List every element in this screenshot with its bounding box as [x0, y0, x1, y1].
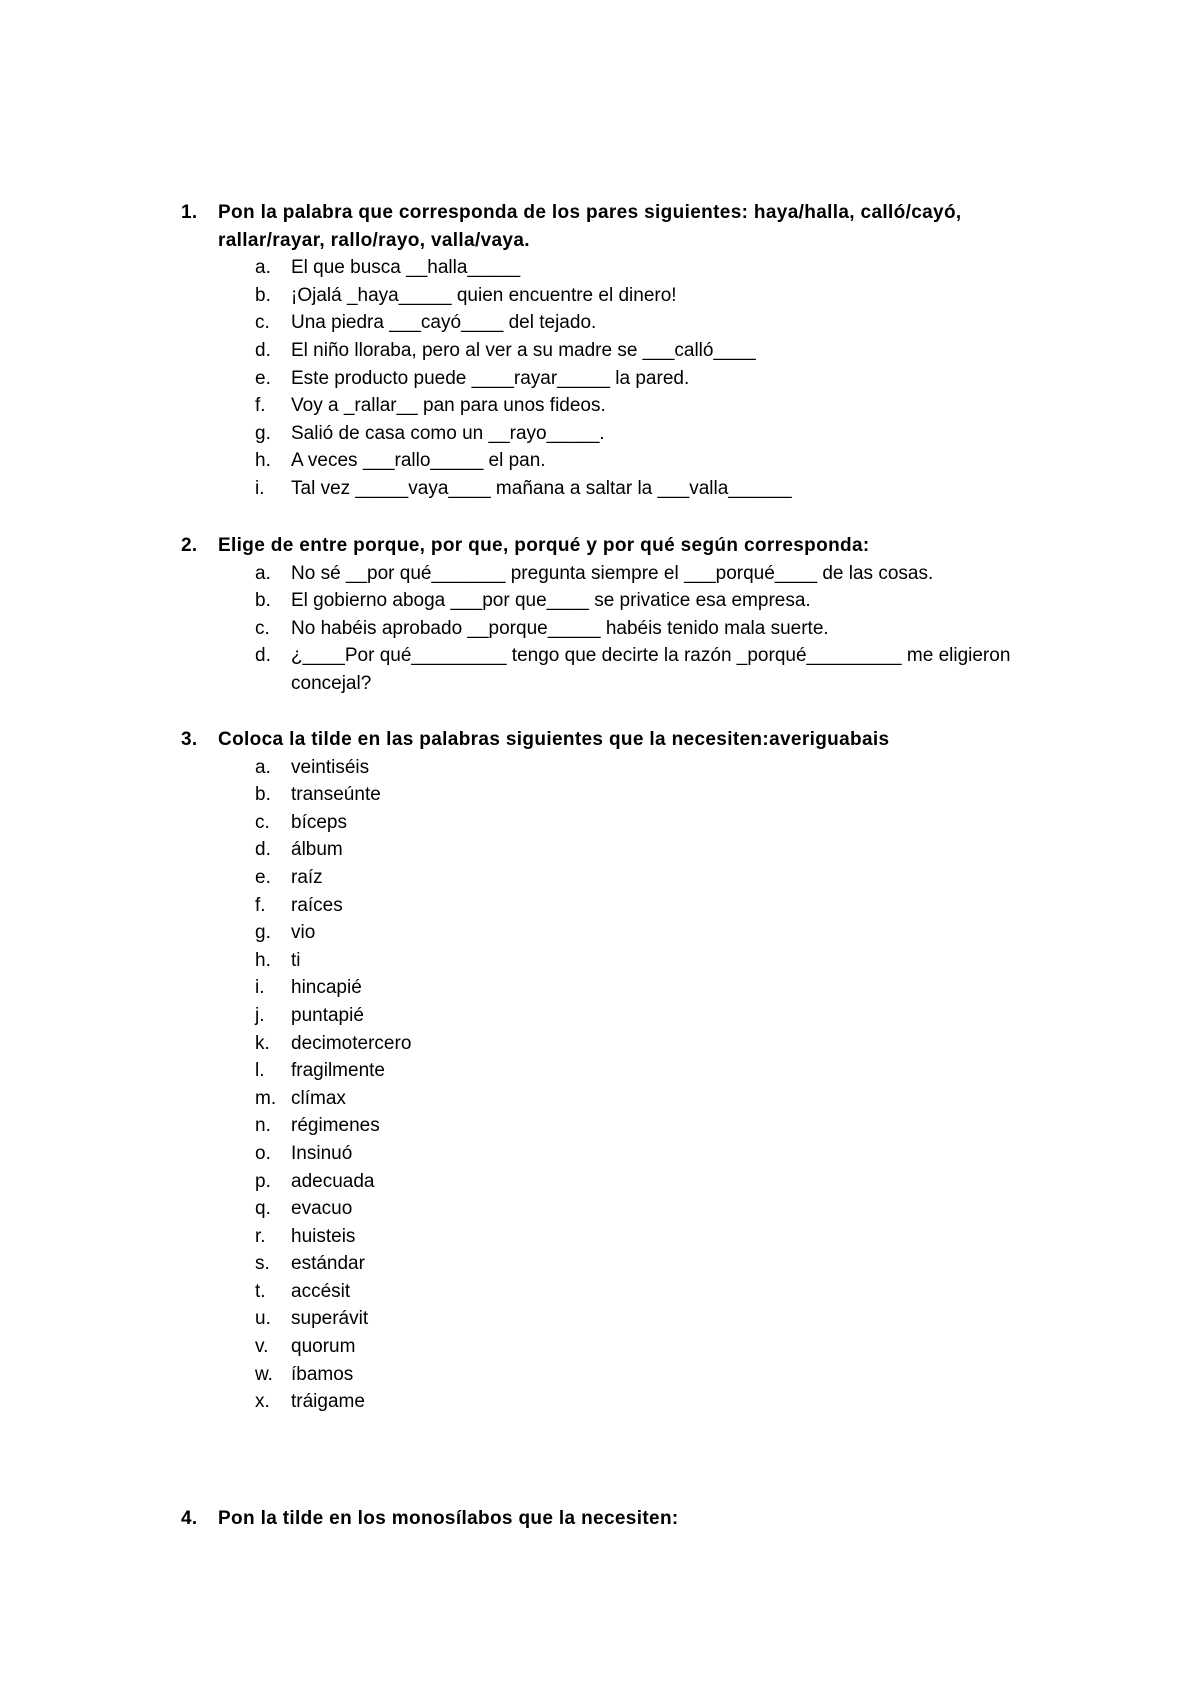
item-marker: c. [255, 617, 270, 639]
item-text: veintiséis [291, 756, 370, 778]
item-text: álbum [291, 839, 343, 861]
item-marker: i. [255, 477, 265, 499]
item-marker: b. [255, 590, 271, 612]
item-marker: d. [255, 645, 271, 667]
item-marker: o. [255, 1142, 271, 1164]
question-number: 4. [181, 1508, 198, 1529]
question-text: Elige de entre porque, por que, porqué y por qué según corresponda: [218, 535, 870, 556]
list-item [0, 392, 1200, 420]
answer-list [0, 754, 1200, 1416]
list-item [0, 337, 1200, 365]
item-text: evacuo [291, 1198, 353, 1220]
list-item [0, 1030, 1200, 1058]
list-item [0, 587, 1200, 615]
answer-list [0, 254, 1200, 502]
question-text: Coloca la tilde en las palabras siguientes que la necesiten:averiguabais [218, 729, 890, 750]
item-marker: i. [255, 977, 265, 999]
item-text: Salió de casa como un __rayo_____. [291, 422, 605, 444]
item-text: ¿____Por qué_________ tengo que decirte la razón _porqué_________ me eligieron concejal? [291, 645, 1011, 694]
item-marker: e. [255, 367, 271, 389]
list-item [0, 892, 1200, 920]
question-number: 1. [181, 202, 198, 223]
item-marker: f. [255, 395, 266, 417]
question-heading [0, 199, 1200, 254]
item-text: El que busca __halla_____ [291, 257, 521, 279]
list-item [0, 809, 1200, 837]
item-text: fragilmente [291, 1060, 385, 1082]
question-text: Pon la tilde en los monosílabos que la necesiten: [218, 1508, 679, 1529]
item-marker: j. [255, 1004, 265, 1026]
item-marker: f. [255, 894, 266, 916]
item-text: A veces ___rallo_____ el pan. [291, 450, 546, 472]
question-number: 2. [181, 535, 198, 556]
item-text: transeúnte [291, 784, 381, 806]
item-marker: p. [255, 1170, 271, 1192]
item-marker: d. [255, 839, 271, 861]
list-item [0, 1305, 1200, 1333]
list-item [0, 475, 1200, 503]
list-item [0, 1223, 1200, 1251]
item-marker: k. [255, 1032, 270, 1054]
item-marker: g. [255, 422, 271, 444]
item-marker: b. [255, 784, 271, 806]
item-text: bíceps [291, 811, 347, 833]
item-marker: a. [255, 562, 271, 584]
item-text: No habéis aprobado __porque_____ habéis tenido mala suerte. [291, 617, 829, 639]
question-heading [0, 532, 1200, 560]
list-item [0, 1112, 1200, 1140]
list-item [0, 1002, 1200, 1030]
list-item [0, 974, 1200, 1002]
question-text: Pon la palabra que corresponda de los pares siguientes: haya/halla, calló/cayó, rallar/rayar, rallo/rayo, valla/vaya. [218, 202, 962, 251]
list-item [0, 365, 1200, 393]
question-4 [0, 1505, 1200, 1533]
item-text: ti [291, 949, 301, 971]
item-marker: a. [255, 257, 271, 279]
list-item [0, 254, 1200, 282]
item-text: adecuada [291, 1170, 375, 1192]
item-text: El niño lloraba, pero al ver a su madre se ___calló____ [291, 339, 756, 361]
list-item [0, 1057, 1200, 1085]
item-marker: h. [255, 949, 271, 971]
item-marker: c. [255, 811, 270, 833]
item-marker: q. [255, 1198, 271, 1220]
item-text: raíz [291, 866, 323, 888]
item-text: Voy a _rallar__ pan para unos fideos. [291, 395, 606, 417]
question-3 [0, 726, 1200, 1416]
item-text: Este producto puede ____rayar_____ la pared. [291, 367, 690, 389]
item-marker: b. [255, 284, 271, 306]
list-item [0, 642, 1200, 697]
item-text: huisteis [291, 1225, 356, 1247]
item-text: hincapié [291, 977, 362, 999]
list-item [0, 1250, 1200, 1278]
item-marker: h. [255, 450, 271, 472]
list-item [0, 919, 1200, 947]
list-item [0, 309, 1200, 337]
item-text: íbamos [291, 1363, 354, 1385]
item-marker: t. [255, 1280, 266, 1302]
item-marker: v. [255, 1336, 269, 1358]
list-item [0, 947, 1200, 975]
list-item [0, 1168, 1200, 1196]
question-1 [0, 199, 1200, 503]
item-marker: m. [255, 1087, 277, 1109]
item-marker: s. [255, 1253, 270, 1275]
list-item [0, 836, 1200, 864]
list-item [0, 754, 1200, 782]
item-marker: r. [255, 1225, 266, 1247]
item-marker: e. [255, 866, 271, 888]
item-marker: x. [255, 1391, 270, 1413]
question-heading [0, 1505, 1200, 1533]
item-marker: d. [255, 339, 271, 361]
item-text: ¡Ojalá _haya_____ quien encuentre el dinero! [291, 284, 677, 306]
list-item [0, 864, 1200, 892]
list-item [0, 420, 1200, 448]
item-text: Una piedra ___cayó____ del tejado. [291, 312, 597, 334]
item-marker: w. [255, 1363, 273, 1385]
item-text: accésit [291, 1280, 351, 1302]
item-marker: u. [255, 1308, 271, 1330]
list-item [0, 1195, 1200, 1223]
item-text: vio [291, 922, 316, 944]
item-text: Tal vez _____vaya____ mañana a saltar la ___valla______ [291, 477, 792, 499]
item-text: clímax [291, 1087, 346, 1109]
list-item [0, 447, 1200, 475]
list-item [0, 1085, 1200, 1113]
item-text: quorum [291, 1336, 356, 1358]
question-2 [0, 532, 1200, 698]
list-item [0, 1361, 1200, 1389]
item-marker: g. [255, 922, 271, 944]
item-marker: a. [255, 756, 271, 778]
item-marker: c. [255, 312, 270, 334]
list-item [0, 282, 1200, 310]
item-text: raíces [291, 894, 343, 916]
item-text: régimenes [291, 1115, 380, 1137]
answer-list [0, 560, 1200, 698]
list-item [0, 1278, 1200, 1306]
item-text: superávit [291, 1308, 369, 1330]
item-text: estándar [291, 1253, 365, 1275]
question-number: 3. [181, 729, 198, 750]
list-item [0, 781, 1200, 809]
list-item [0, 615, 1200, 643]
item-text: El gobierno aboga ___por que____ se privatice esa empresa. [291, 590, 811, 612]
list-item [0, 560, 1200, 588]
item-text: puntapié [291, 1004, 364, 1026]
item-text: Insinuó [291, 1142, 353, 1164]
item-text: No sé __por qué_______ pregunta siempre el ___porqué____ de las cosas. [291, 562, 934, 584]
item-text: tráigame [291, 1391, 365, 1413]
item-text: decimotercero [291, 1032, 412, 1054]
question-heading [0, 726, 1200, 754]
list-item [0, 1333, 1200, 1361]
item-marker: l. [255, 1060, 265, 1082]
list-item [0, 1388, 1200, 1416]
item-marker: n. [255, 1115, 271, 1137]
list-item [0, 1140, 1200, 1168]
